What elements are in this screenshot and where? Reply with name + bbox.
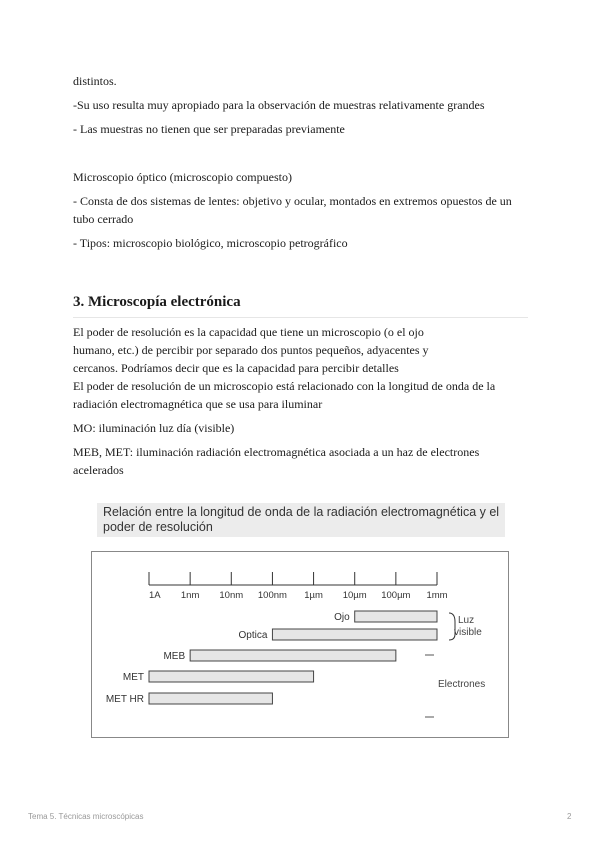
bar-label: MET xyxy=(122,672,144,683)
body-text-line: - Consta de dos sistemas de lentes: objetivo y ocular, montados en extremos opuestos de un xyxy=(73,194,512,208)
section-text-line: radiación electromagnética que se usa para iluminar xyxy=(73,397,323,411)
group-label-electrones: Electrones xyxy=(438,679,486,690)
axis-tick-label: 100nm xyxy=(257,590,287,601)
figure-caption xyxy=(97,503,505,537)
bar-label: MEB xyxy=(163,651,186,662)
group-label-luz: Luz xyxy=(458,615,475,626)
range-bar xyxy=(355,611,437,622)
axis-tick-label: 10µm xyxy=(342,590,367,601)
footer-title: Tema 5. Técnicas microscópicas xyxy=(28,812,144,821)
section-text-line: cercanos. Podríamos decir que es la capacidad para percibir detalles xyxy=(73,361,399,375)
body-text-line: - Tipos: microscopio biológico, microscopio petrográfico xyxy=(73,236,348,250)
range-bar xyxy=(272,629,437,640)
axis-tick-label: 1A xyxy=(149,590,161,601)
axis-tick-label: 1mm xyxy=(426,590,448,601)
body-text-line: Microscopio óptico (microscopio compuesto) xyxy=(73,170,292,184)
group-label-visible: visible xyxy=(454,627,482,638)
range-bar xyxy=(149,693,272,704)
body-text-line: tubo cerrado xyxy=(73,212,134,226)
bar-label: Ojo xyxy=(334,612,350,623)
heading-rule xyxy=(73,317,528,318)
resolution-chart xyxy=(91,551,509,738)
section-text-line: El poder de resolución de un microscopio está relacionado con la longitud de onda de la xyxy=(73,379,496,393)
body-text-line: -Su uso resulta muy apropiado para la observación de muestras relativamente grandes xyxy=(73,98,485,112)
page-number: 2 xyxy=(567,812,572,821)
section-text-line: MEB, MET: iluminación radiación electromagnética asociada a un haz de electrones xyxy=(73,445,480,459)
section-text-line: El poder de resolución es la capacidad que tiene un microscopio (o el ojo xyxy=(73,325,424,339)
axis-tick-label: 10nm xyxy=(219,590,244,601)
figure-caption-line: Relación entre la longitud de onda de la radiación electromagnética y el xyxy=(103,505,500,519)
section-text-line: MO: iluminación luz día (visible) xyxy=(73,421,235,435)
body-text-line: - Las muestras no tienen que ser preparadas previamente xyxy=(73,122,345,136)
range-bar xyxy=(190,650,396,661)
bar-label: Optica xyxy=(238,630,268,641)
axis-tick-label: 1µm xyxy=(304,590,323,601)
axis-tick-label: 1nm xyxy=(180,590,200,601)
section-text-line: humano, etc.) de percibir por separado dos puntos pequeños, adyacentes y xyxy=(73,343,429,357)
section-heading: 3. Microscopía electrónica xyxy=(73,294,241,310)
range-bar xyxy=(149,671,314,682)
section-text-line: acelerados xyxy=(73,463,124,477)
axis-tick-label: 100µm xyxy=(381,590,411,601)
bar-label: MET HR xyxy=(105,694,144,705)
figure-caption-line: poder de resolución xyxy=(103,520,213,534)
body-text-line: distintos. xyxy=(73,74,117,88)
